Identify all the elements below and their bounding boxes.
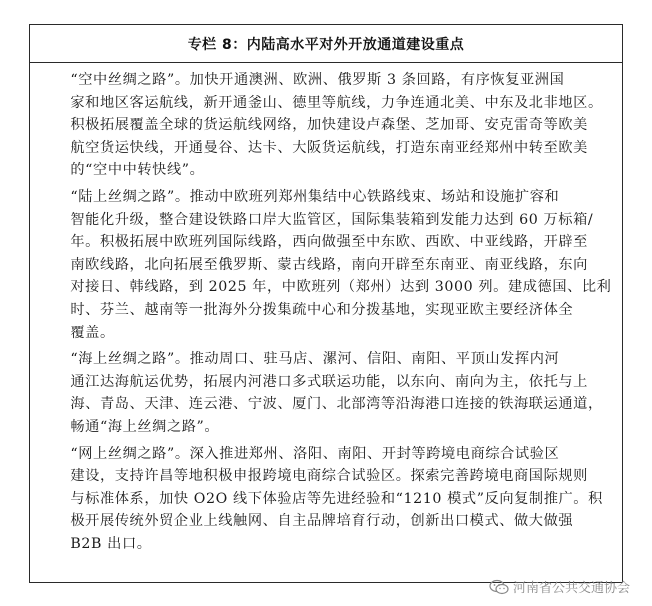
text-line: “海上丝绸之路”。推动周口、驻马店、漯河、信阳、南阳、平顶山发挥内河 — [70, 351, 560, 368]
text-line: 积极拓展覆盖全球的货运航线网络，加快建设卢森堡、芝加哥、安克雷奇等欧美 — [70, 117, 588, 134]
box-body — [30, 63, 622, 555]
text-line: 极开展传统外贸企业上线触网、自主品牌培育行动，创新出口模式、做大做强 — [70, 513, 574, 530]
paragraph-land-silk-road — [42, 186, 612, 344]
wechat-icon — [489, 579, 509, 595]
box-title: 专栏 8：内陆高水平对外开放通道建设重点 — [30, 25, 622, 63]
text-line: 年。积极拓展中欧班列国际线路，西向做强至中东欧、西欧、中亚线路，开辟至 — [70, 234, 588, 251]
paragraph-sea-silk-road — [42, 348, 612, 438]
text-line: “空中丝绸之路”。加快开通澳洲、欧洲、俄罗斯 3 条回路，有序恢复亚洲国 — [70, 72, 565, 88]
text-line: 与标准体系，加快 O2O 线下体验店等先进经验和“1210 模式”反向复制推广。积 — [70, 490, 603, 507]
watermark — [489, 577, 630, 596]
text-line: 海、青岛、天津、连云港、宁波、厦门、北部湾等沿海港口连接的铁海联运通道， — [70, 396, 603, 413]
text-line: 的“空中中转快线”。 — [70, 162, 205, 179]
text-line: 通江达海航运优势，拓展内河港口多式联运功能，以东向、南向为主，依托与上 — [70, 373, 588, 390]
watermark-text: 河南省公共交通协会 — [512, 581, 630, 596]
text-line: “陆上丝绸之路”。推动中欧班列郑州集结中心铁路线束、场站和设施扩容和 — [70, 188, 560, 205]
text-line: 家和地区客运航线，新开通釜山、德里等航线，力争连通北美、中东及北非地区。 — [70, 94, 603, 111]
text-line: “网上丝绸之路”。深入推进郑州、洛阳、南阳、开封等跨境电商综合试验区 — [70, 445, 560, 462]
text-line: 南欧线路，北向拓展至俄罗斯、蒙古线路，南向开辟至东南亚、南亚线路，东向 — [70, 256, 588, 273]
sidebar-box — [29, 24, 623, 583]
text-line: 对接日、韩线路，到 2025 年，中欧班列（郑州）达到 3000 列。建成德国、比利 — [70, 279, 612, 296]
text-line: B2B 出口。 — [70, 535, 152, 552]
text-line: 智能化升级，整合建设铁路口岸大监管区，国际集装箱到发能力达到 60 万标箱/ — [70, 211, 594, 228]
text-line: 航空货运快线，开通曼谷、达卡、大阪货运航线，打造东南亚经郑州中转至欧美 — [70, 139, 588, 156]
text-line: 覆盖。 — [70, 324, 115, 341]
text-line: 时、芬兰、越南等一批海外分拨集疏中心和分拨基地，实现亚欧主要经济体全 — [70, 301, 574, 318]
paragraph-online-silk-road — [42, 443, 612, 556]
text-line: 建设，支持许昌等地积极申报跨境电商综合试验区。探索完善跨境电商国际规则 — [70, 468, 588, 485]
text-line: 畅通“海上丝绸之路”。 — [70, 418, 220, 435]
paragraph-air-silk-road — [42, 69, 612, 182]
